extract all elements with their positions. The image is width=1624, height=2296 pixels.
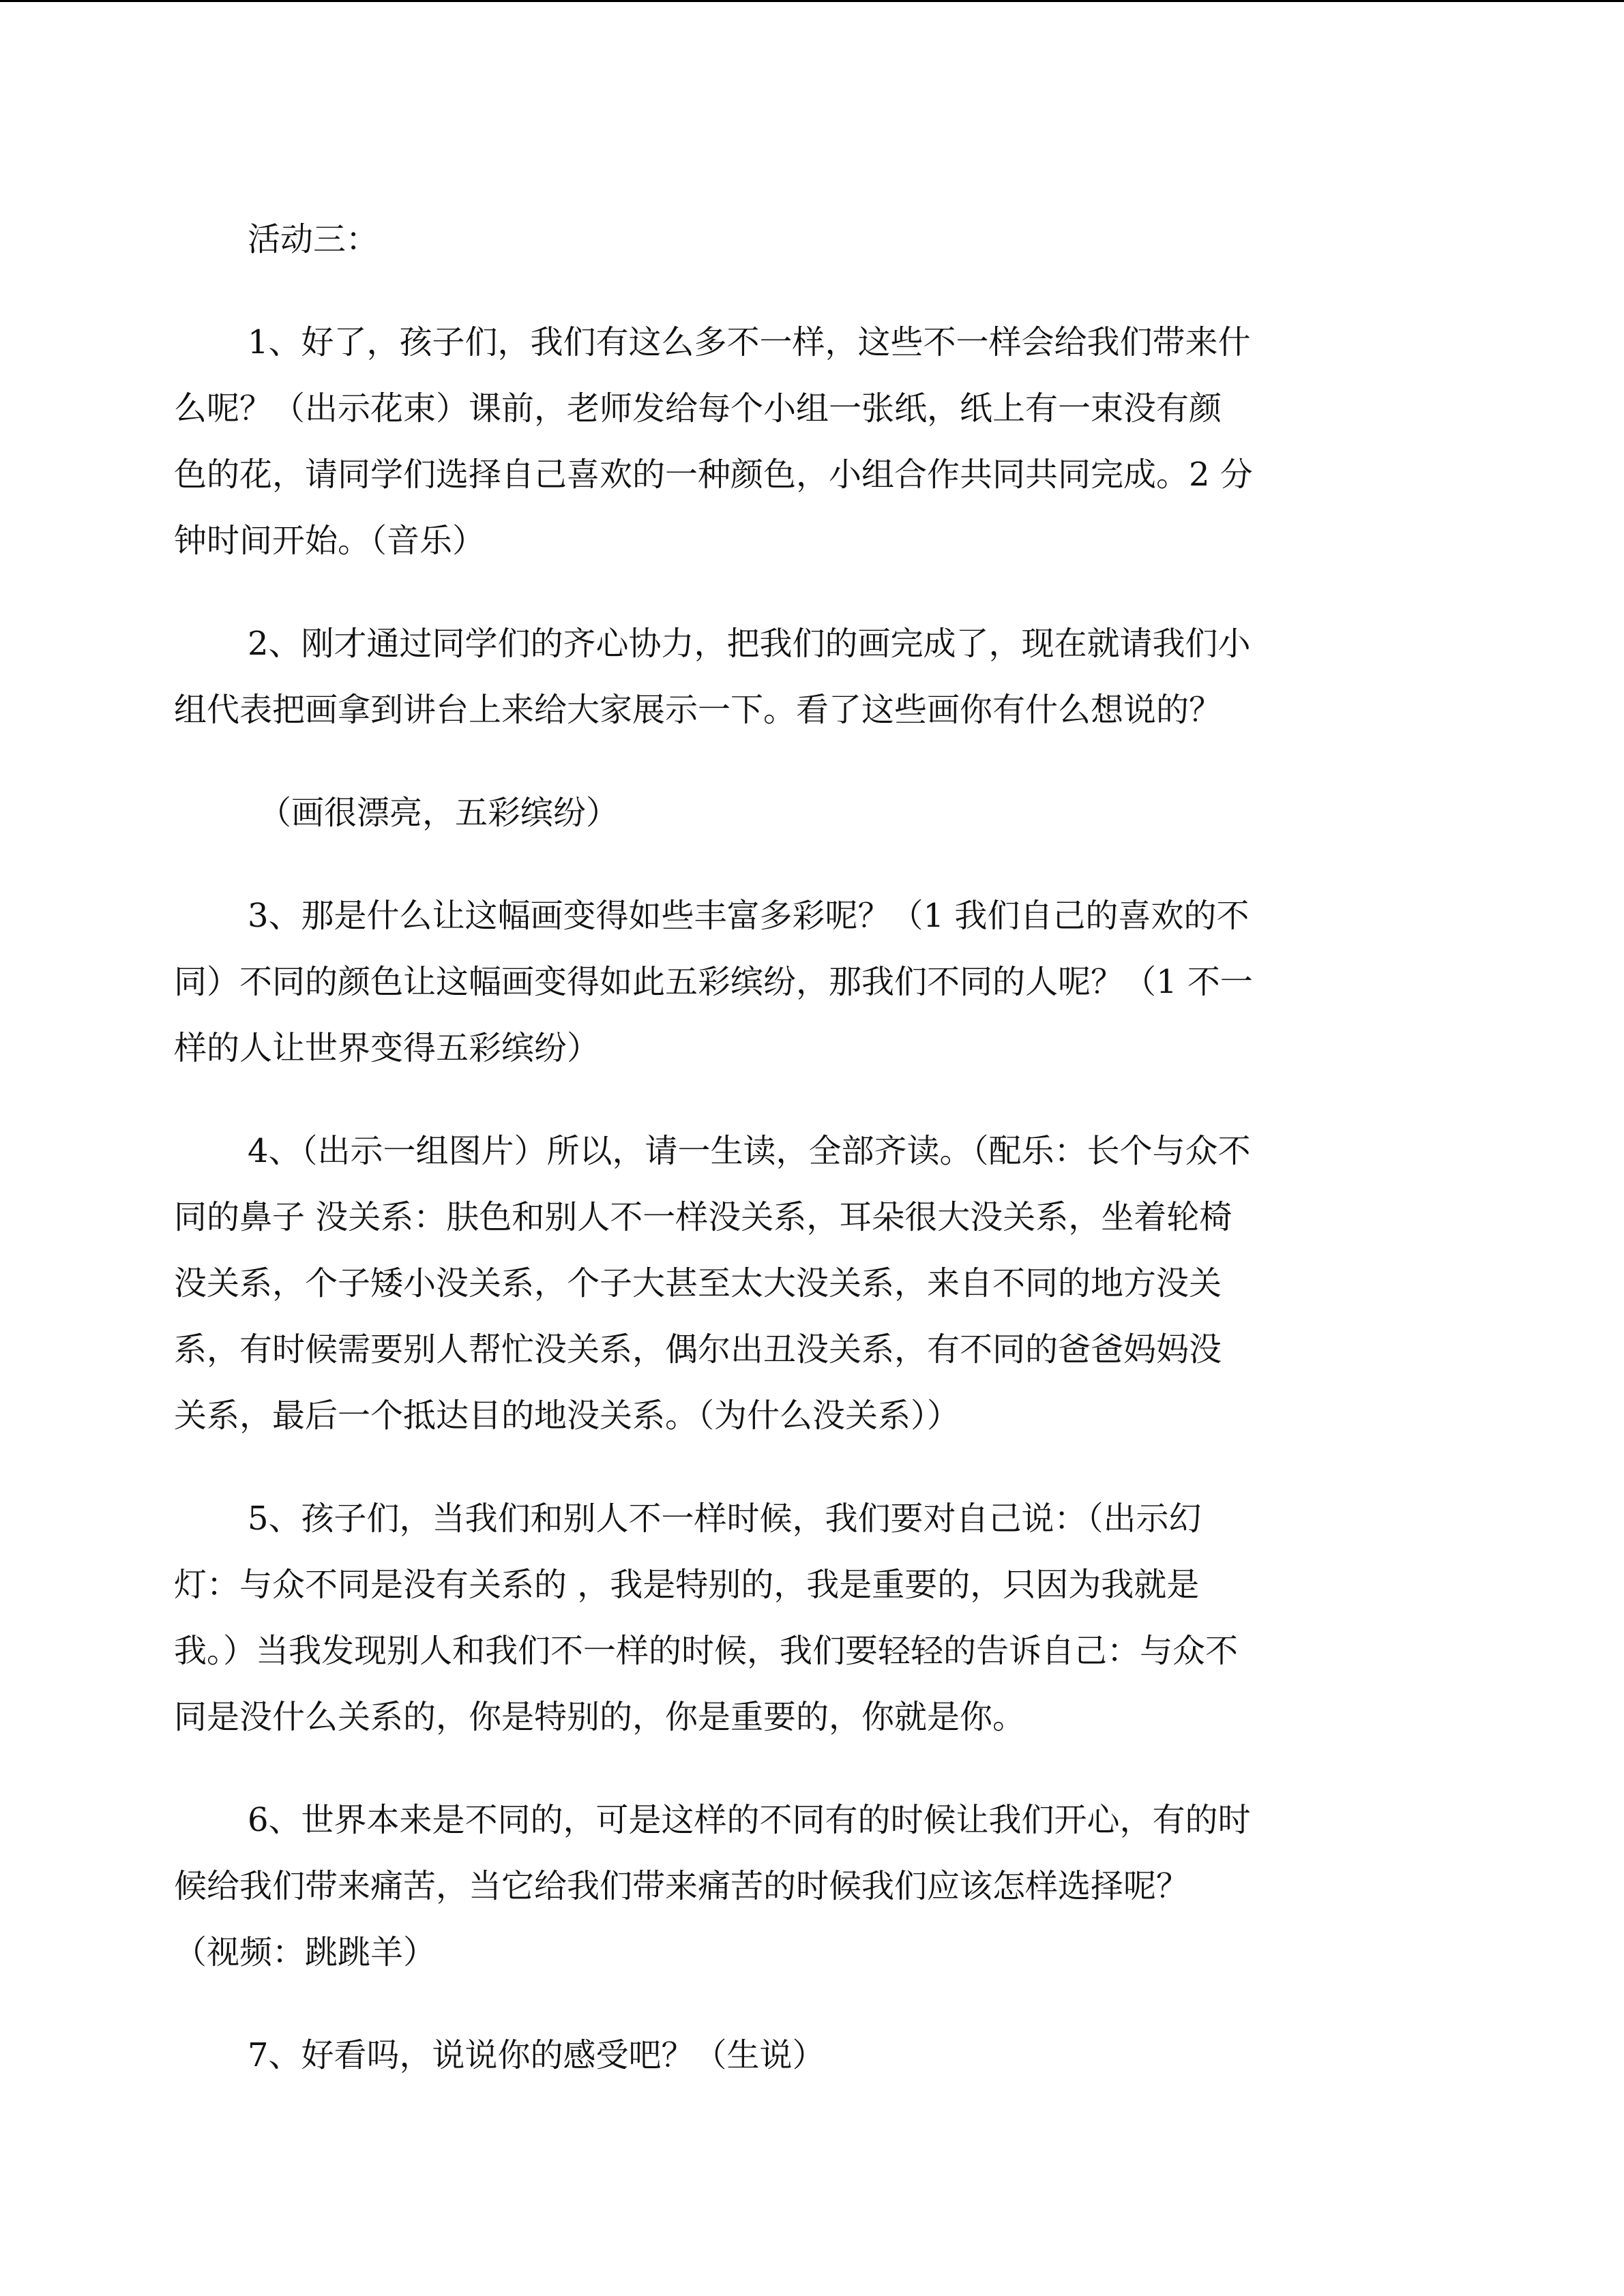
paragraph-answer-note: （画很漂亮，五彩缤纷）	[259, 794, 619, 832]
document-body	[174, 207, 1443, 2126]
paragraph-1: 1、好了，孩子们，我们有这么多不一样，这些不一样会给我们带来什 么呢？（出示花束）课前，老师发给每个小组一张纸，纸上有一束没有颜 色的花，请同学们选择自己喜欢的一种颜色，小组合作共同共同完成。2 分 钟时间开始。（音乐）	[174, 323, 1253, 560]
paragraph-5: 5、孩子们，当我们和别人不一样时候，我们要对自己说：（出示幻 灯：与众不同是没有关系的 ，我是特别的，我是重要的，只因为我就是 我。）当我发现别人和我们不一样的时候，我们要轻轻的告诉自己：与众不 同是没什么关系的，你是特别的，你是重要的，你就是你。	[174, 1500, 1239, 1736]
paragraph-2: 2、刚才通过同学们的齐心协力，把我们的画完成了，现在就请我们小 组代表把画拿到讲台上来给大家展示一下。看了这些画你有什么想说的？	[174, 625, 1251, 729]
paragraph-7: 7、好看吗，说说你的感受吧？（生说）	[248, 2036, 825, 2074]
section-heading: 活动三：	[248, 220, 379, 258]
paragraph-6: 6、世界本来是不同的，可是这样的不同有的时候让我们开心，有的时 候给我们带来痛苦，当它给我们带来痛苦的时候我们应该怎样选择呢？ （视频：跳跳羊）	[174, 1801, 1251, 1971]
paragraph-4: 4、（出示一组图片）所以，请一生读，全部齐读。（配乐：长个与众不 同的鼻子 没关系：肤色和别人不一样没关系，耳朵很大没关系，坐着轮椅 没关系，个子矮小没关系，个子大甚至太大没关系，来自不同的地方没关 系，有时候需要别人帮忙没关系，偶尔出丑没关系，有不同的爸爸妈妈没 关系，最后一个抵达目的地没关系。（为什么没关系））	[174, 1132, 1251, 1435]
paragraph-3: 3、那是什么让这幅画变得如些丰富多彩呢？（1 我们自己的喜欢的不 同）不同的颜色让这幅画变得如此五彩缤纷，那我们不同的人呢？（1 不一 样的人让世界变得五彩缤纷）	[174, 897, 1253, 1067]
